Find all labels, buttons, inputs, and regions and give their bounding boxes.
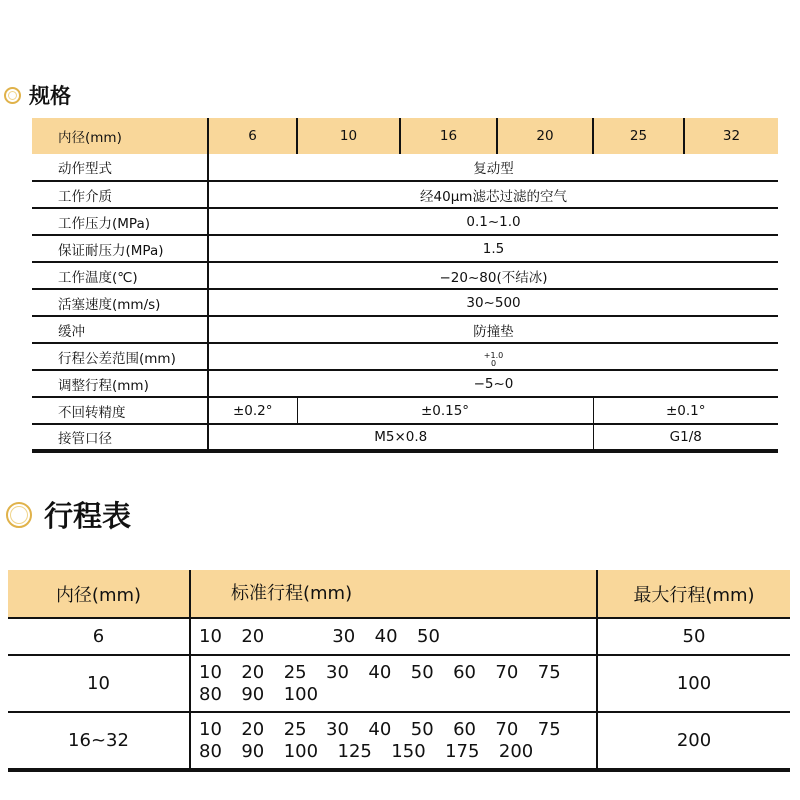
table-row [32, 397, 778, 424]
table-row [32, 208, 778, 235]
spec-title: 规格 [29, 84, 71, 108]
stroke-table [8, 570, 790, 772]
row-label: 缓冲 [32, 316, 208, 343]
row-value: 复动型 [208, 154, 778, 181]
spec-heading [4, 80, 71, 110]
tolerance [484, 352, 503, 368]
table-row [32, 262, 778, 289]
row-value: M5×0.8 [208, 424, 593, 451]
row-label: 动作型式 [32, 154, 208, 181]
stroke-line: 10 20 30 40 50 [199, 625, 440, 647]
row-value: 0.1~1.0 [208, 208, 778, 235]
header-label: 内径(mm) [32, 118, 208, 154]
stroke-heading [6, 494, 131, 535]
row-label: 工作压力(MPa) [32, 208, 208, 235]
bore: 6 [8, 618, 190, 655]
table-row [8, 618, 790, 655]
bore-16: 16 [400, 118, 497, 154]
table-header-row [32, 118, 778, 154]
strokes [190, 712, 597, 770]
bore-10: 10 [297, 118, 400, 154]
row-label: 保证耐压力(MPa) [32, 235, 208, 262]
table-row [32, 343, 778, 370]
bore-32: 32 [684, 118, 778, 154]
row-value: G1/8 [593, 424, 778, 451]
row-value: 经40μm滤芯过滤的空气 [208, 181, 778, 208]
header-standard-stroke: 标准行程(mm) [190, 570, 597, 618]
tolerance-upper: +1.0 [483, 350, 504, 360]
row-value: 1.5 [208, 235, 778, 262]
row-label: 工作介质 [32, 181, 208, 208]
row-value: −5~0 [208, 370, 778, 397]
table-row [32, 424, 778, 451]
row-value: ±0.1° [593, 397, 778, 424]
table-row [32, 370, 778, 397]
row-value: 防撞垫 [208, 316, 778, 343]
row-label: 行程公差范围(mm) [32, 343, 208, 370]
table-row [8, 655, 790, 712]
bore-20: 20 [497, 118, 593, 154]
ring-bullet-icon [4, 87, 21, 104]
row-value [208, 343, 778, 370]
strokes [190, 618, 597, 655]
bore: 10 [8, 655, 190, 712]
max-stroke: 100 [597, 655, 790, 712]
tolerance-lower: 0 [490, 358, 497, 368]
bore: 16~32 [8, 712, 190, 770]
stroke-line: 10 20 25 30 40 50 60 70 75 [199, 661, 561, 683]
table-row [32, 289, 778, 316]
row-value: 30~500 [208, 289, 778, 316]
row-value: −20~80(不结冰) [208, 262, 778, 289]
bore-25: 25 [593, 118, 684, 154]
header-max-stroke: 最大行程(mm) [597, 570, 790, 618]
table-row [32, 235, 778, 262]
row-label: 活塞速度(mm/s) [32, 289, 208, 316]
stroke-title: 行程表 [44, 499, 132, 533]
row-value: ±0.2° [208, 397, 297, 424]
table-row [32, 181, 778, 208]
table-row [32, 316, 778, 343]
stroke-line: 80 90 100 [199, 683, 319, 705]
row-value: ±0.15° [297, 397, 593, 424]
max-stroke: 200 [597, 712, 790, 770]
bore-6: 6 [208, 118, 297, 154]
max-stroke: 50 [597, 618, 790, 655]
stroke-line: 10 20 25 30 40 50 60 70 75 [199, 718, 561, 740]
table-row [8, 712, 790, 770]
table-header-row [8, 570, 790, 618]
strokes [190, 655, 597, 712]
stroke-line: 80 90 100 125 150 175 200 [199, 740, 534, 762]
row-label: 工作温度(℃) [32, 262, 208, 289]
ring-bullet-icon [6, 502, 32, 528]
row-label: 调整行程(mm) [32, 370, 208, 397]
row-label: 接管口径 [32, 424, 208, 451]
header-bore: 内径(mm) [8, 570, 190, 618]
spec-table [32, 118, 778, 453]
table-row [32, 154, 778, 181]
row-label: 不回转精度 [32, 397, 208, 424]
